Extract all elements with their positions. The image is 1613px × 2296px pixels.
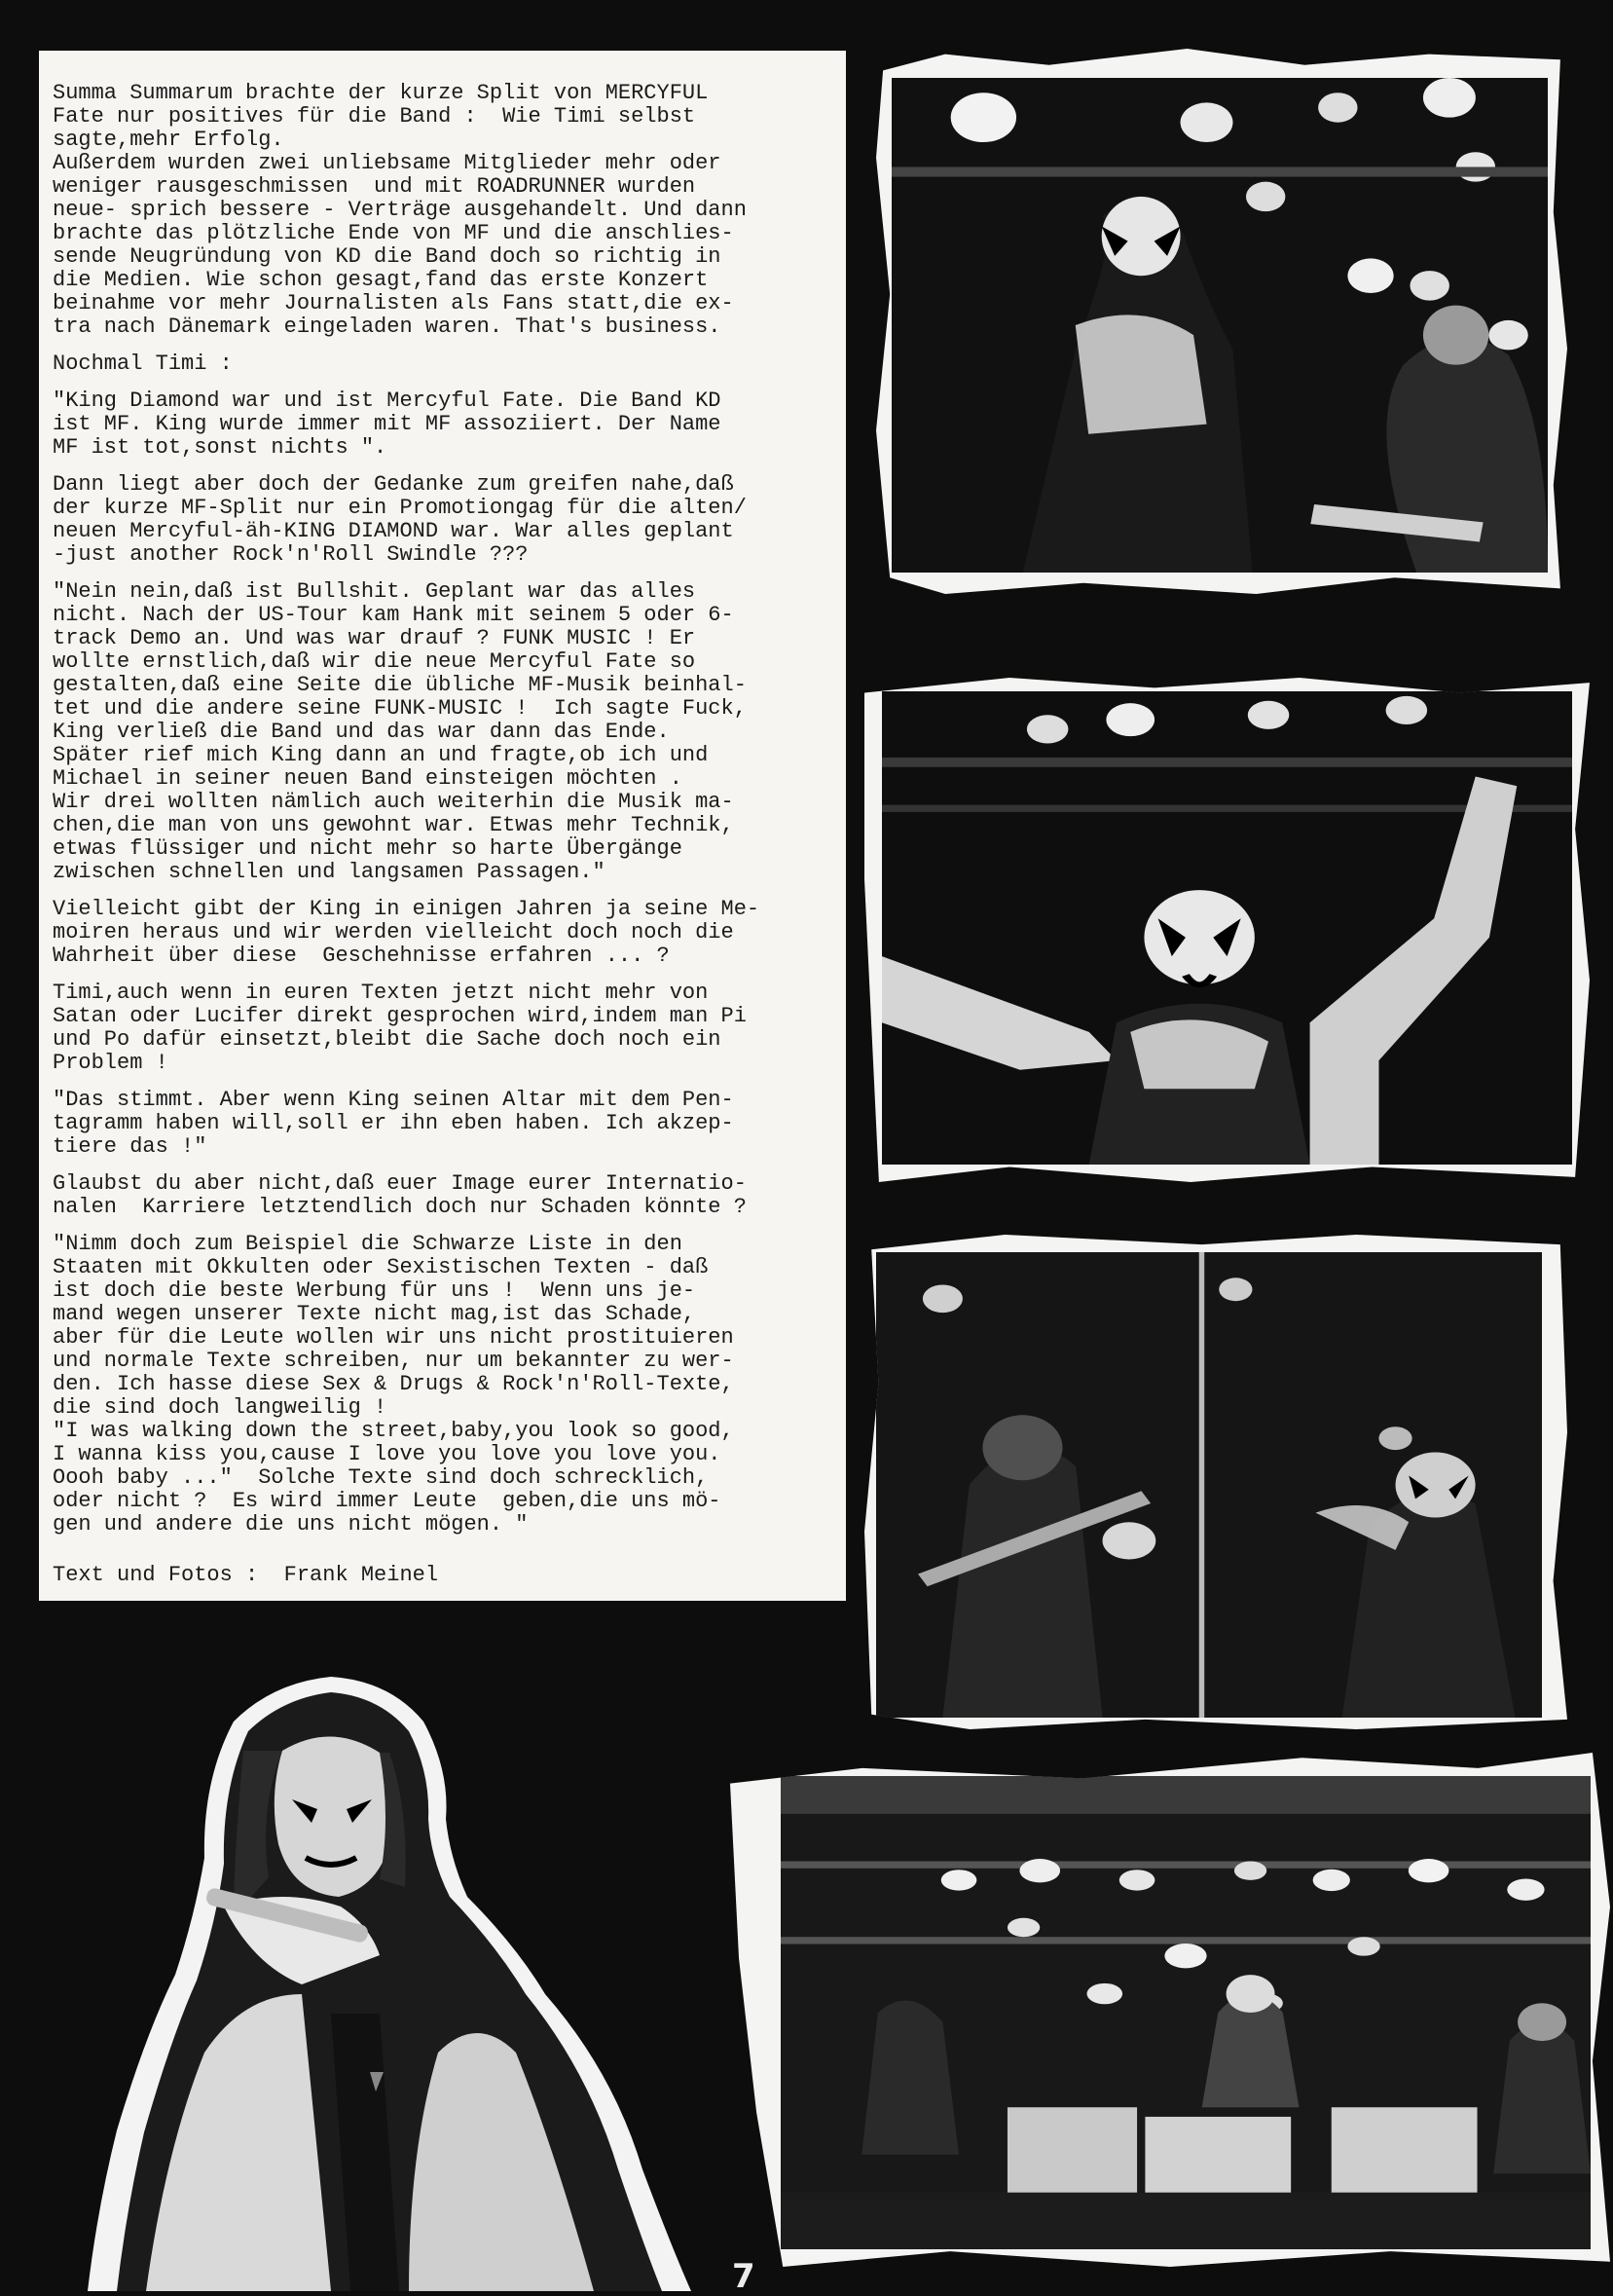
- article-paragraph: Summa Summarum brachte der kurze Split von MERCYFUL Fate nur positives für die Band : Wie Timi selbst sagte,mehr Erfolg.: [53, 81, 709, 152]
- article-paragraph: Vielleicht gibt der King in einigen Jahren ja seine Me- moiren heraus und wir werden vielleicht doch noch die Wahrheit über diese Geschehnisse erfahren ... ?: [53, 897, 760, 968]
- cutout-photo-singer-microphone: [88, 1663, 730, 2291]
- photo-image: [882, 691, 1572, 1165]
- page-number: 7: [732, 2257, 755, 2296]
- article-paragraph: Dann liegt aber doch der Gedanke zum greifen nahe,daß der kurze MF-Split nur ein Promotiongag für die alten/ neuen Mercyful-äh-KING DIAMOND war. War alles geplant -just another Rock'n'Roll Swindle ???: [53, 472, 747, 567]
- article-paragraph: Timi,auch wenn in euren Texten jetzt nicht mehr von Satan oder Lucifer direkt gesprochen wird,indem man Pi und Po dafür einsetzt,bleibt die Sache doch noch ein Problem !: [53, 981, 747, 1075]
- article-paragraph: Außerdem wurden zwei unliebsame Mitglieder mehr oder weniger rausgeschmissen und mit ROADRUNNER wurden neue- sprich bessere - Verträge ausgehandelt. Und dann brachte das plötzliche Ende von MF und die anschlies- sende Neugründung von KD die Band doch so richtig in die Medien. Wie schon gesagt,fand das erste Konzert beinahme vor mehr Journalisten als Fans statt,die ex- tra nach Dänemark eingeladen waren. That's business.: [53, 151, 747, 339]
- article-paragraph: "Nein nein,daß ist Bullshit. Geplant war das alles nicht. Nach der US-Tour kam Hank mit seinem 5 oder 6- track Demo an. Und was war drauf ? FUNK MUSIC ! Er wollte ernstlich,daß wir die neue Mercyful Fate so gestalten,daß eine Seite die übliche MF-Musik beinhal- tet und die andere seine FUNK-MUSIC ! Ich sagte Fuck, King verließ die Band und das war dann das Ende. Später rief mich King dann an und fragte,ob ich und Michael in seiner neuen Band einsteigen möchten . Wir drei wollten nämlich auch weiterhin die Musik ma- chen,die man von uns gewohnt war. Etwas mehr Technik, etwas flüssiger und nicht mehr so harte Übergänge zwischen schnellen und langsamen Passagen.": [53, 579, 747, 884]
- concert-photo-full-stage: [730, 1753, 1610, 2267]
- photo-image: [781, 1776, 1591, 2249]
- concert-photo-singer-stage: [876, 49, 1567, 594]
- article-paragraph: "Nimm doch zum Beispiel die Schwarze Liste in den Staaten mit Okkulten oder Sexistischen Texten - daß ist doch die beste Werbung für uns ! Wenn uns je- mand wegen unserer Texte nicht mag,ist das Schade, aber für die Leute wollen wir uns nicht prostituieren und normale Texte schreiben, nur um bekannter zu wer- den. Ich hasse diese Sex & Drugs & Rock'n'Roll-Texte, die sind doch langweilig !: [53, 1232, 734, 1420]
- article-text-panel: [39, 51, 846, 1601]
- photo-credit: Text und Fotos : Frank Meinel: [53, 1563, 439, 1587]
- concert-photo-arm-raised: [864, 678, 1590, 1182]
- photo-image: [876, 1252, 1542, 1718]
- photo-image: [892, 78, 1548, 573]
- article-paragraph: Glaubst du aber nicht,daß euer Image eurer Internatio- nalen Karriere letztendlich doch nur Schaden könnte ?: [53, 1171, 747, 1219]
- article-paragraph: Nochmal Timi :: [53, 352, 233, 376]
- article-paragraph: "Das stimmt. Aber wenn King seinen Altar mit dem Pen- tagramm haben will,soll er ihn eben haben. Ich akzep- tiere das !": [53, 1088, 734, 1159]
- article-paragraph: "I was walking down the street,baby,you look so good, I wanna kiss you,cause I love you love you love you. Oooh baby ..." Solche Texte sind doch schrecklich, oder nicht ? Es wird immer Leute geben,die uns mö- gen und andere die uns nicht mögen. ": [53, 1419, 734, 1537]
- concert-photo-guitarist-singer: [864, 1235, 1567, 1729]
- article-paragraph: "King Diamond war und ist Mercyful Fate. Die Band KD ist MF. King wurde immer mit MF assoziiert. Der Name MF ist tot,sonst nichts ".: [53, 389, 721, 460]
